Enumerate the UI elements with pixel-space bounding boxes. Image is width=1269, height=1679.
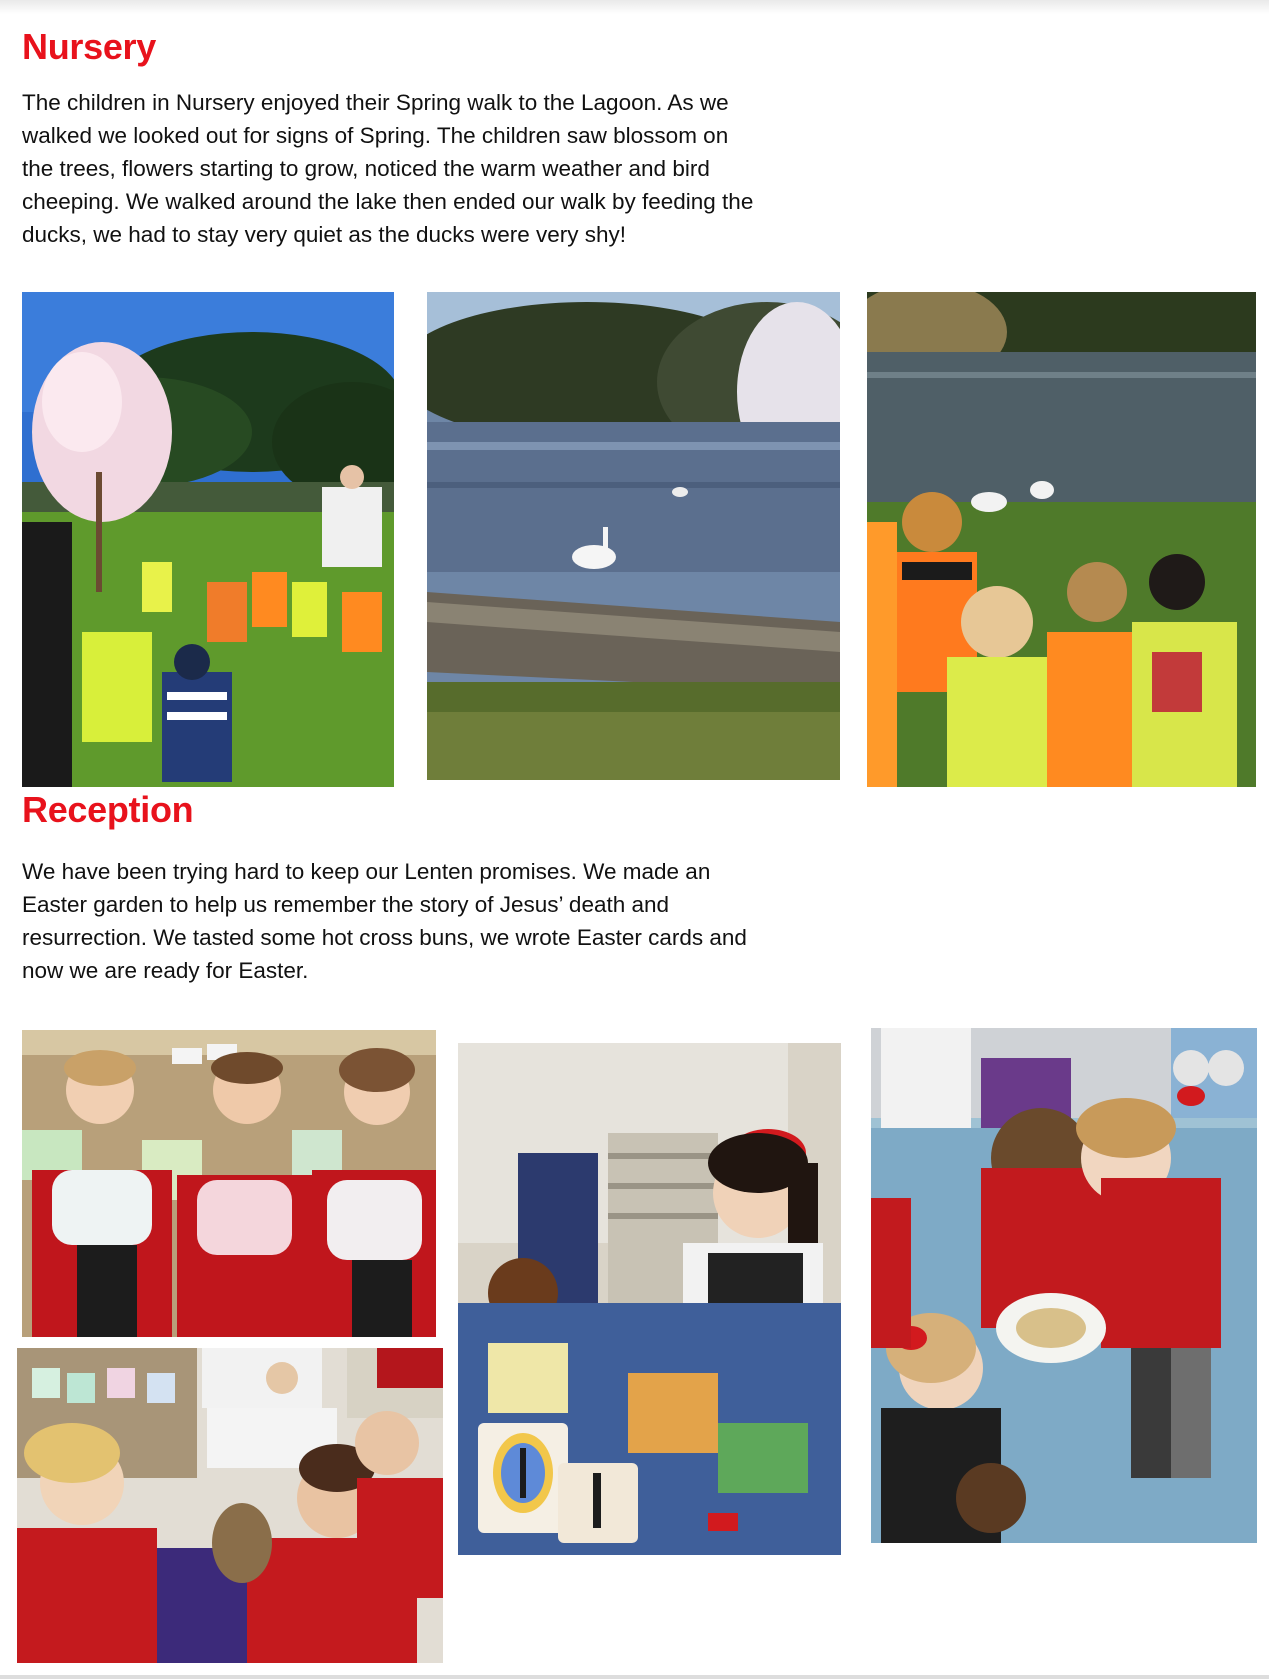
nursery-photo-feeding-ducks [867,292,1256,787]
reception-paragraph: We have been trying hard to keep our Lenten promises. We made an Easter garden to help us remember the story of Jesus’ death and resurrection. We tasted some hot cross buns, we wrote Easter cards and now we are ready for Easter. [22,859,747,983]
top-shadow-bar [0,0,1269,14]
reception-photo-easter-garden [17,1348,443,1663]
reception-heading: Reception [22,789,194,830]
page-bottom-edge [0,1675,1269,1679]
reception-photo-easter-cards [22,1030,436,1337]
nursery-photo-swan-lake [427,292,840,780]
nursery-paragraph: The children in Nursery enjoyed their Spring walk to the Lagoon. As we walked we looked out for signs of Spring. The children saw blossom on the trees, flowers starting to grow, noticed the warm weather and bird cheeping. We walked around the lake then ended our walk by feeding the ducks, we had to stay very quiet as the ducks were very shy! [22,90,754,247]
nursery-heading: Nursery [22,26,156,67]
nursery-photo-children-walking [22,292,394,787]
reception-photo-hot-cross-buns [871,1028,1257,1543]
reception-photo-writing-cards [458,1043,841,1555]
